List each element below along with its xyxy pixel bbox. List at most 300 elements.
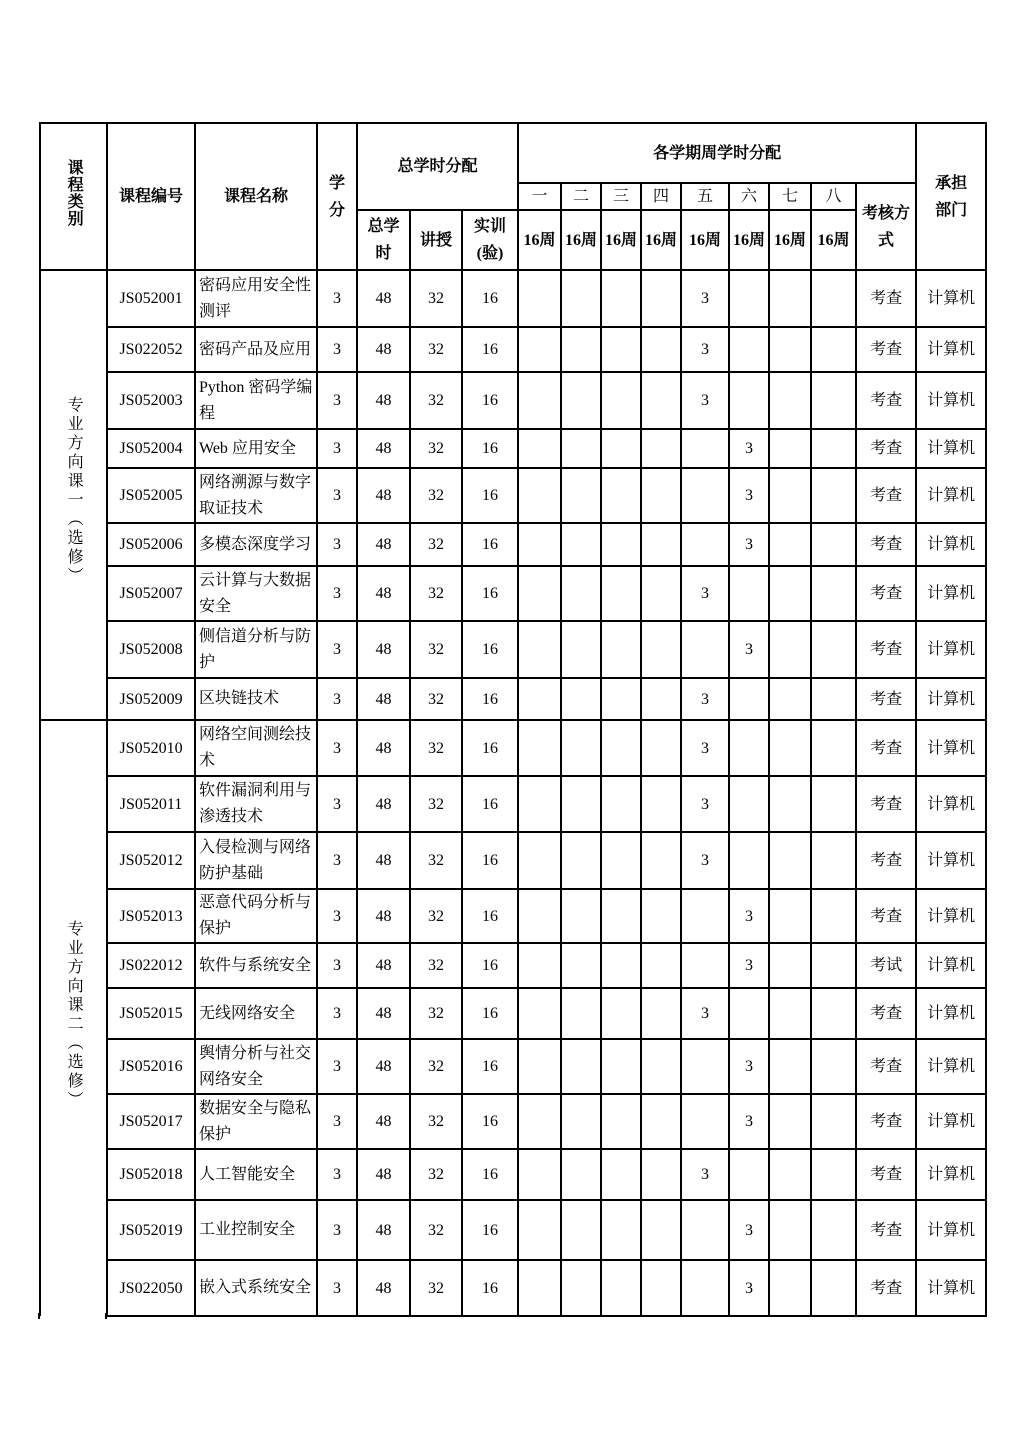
cell-practice-hours: 16: [462, 943, 518, 988]
cell-sem-7: [769, 270, 811, 327]
cell-credits: 3: [317, 327, 357, 372]
table-row: [40, 1260, 986, 1316]
cell-sem-3: [601, 372, 641, 429]
cell-sem-4: [641, 678, 681, 720]
cell-practice-hours: 16: [462, 1094, 518, 1149]
cell-department: 计算机: [916, 678, 986, 720]
cell-sem-5: 3: [681, 270, 729, 327]
cell-sem-8: [811, 566, 856, 621]
cell-total-hours: 48: [357, 943, 410, 988]
cell-sem-7: [769, 1039, 811, 1094]
cell-total-hours: 48: [357, 720, 410, 776]
table-row: [40, 429, 986, 468]
header-weeks-6: [729, 210, 769, 270]
cell-course-name: 工业控制安全: [195, 1200, 317, 1260]
table-row: [40, 889, 986, 943]
cell-practice-hours: 16: [462, 327, 518, 372]
cell-sem-2: [561, 832, 601, 889]
header-credits: [317, 123, 357, 270]
cell-sem-1: [518, 776, 561, 832]
cell-credits: 3: [317, 1094, 357, 1149]
cell-sem-6: 3: [729, 1039, 769, 1094]
course-category-label: 专业方向课二（选修）: [65, 919, 83, 1110]
weeks-label: 16周: [817, 231, 850, 249]
table-row: [40, 566, 986, 621]
cell-sem-5: 3: [681, 372, 729, 429]
cell-sem-4: [641, 1260, 681, 1316]
cell-sem-5: [681, 1260, 729, 1316]
cell-sem-5: [681, 1094, 729, 1149]
header-semester-5: 五: [681, 183, 729, 210]
cell-total-hours: 48: [357, 889, 410, 943]
table-row: [40, 776, 986, 832]
cell-sem-7: [769, 327, 811, 372]
cell-course-code: JS052009: [107, 678, 195, 720]
cell-sem-7: [769, 621, 811, 678]
cell-course-code: JS052011: [107, 776, 195, 832]
table-header: [40, 123, 986, 270]
cell-department: 计算机: [916, 1260, 986, 1316]
cell-lecture-hours: 32: [410, 429, 462, 468]
cell-course-code: JS052010: [107, 720, 195, 776]
cell-sem-5: [681, 889, 729, 943]
cell-lecture-hours: 32: [410, 720, 462, 776]
cell-sem-2: [561, 468, 601, 523]
cell-sem-3: [601, 1039, 641, 1094]
cell-department: 计算机: [916, 372, 986, 429]
cell-credits: 3: [317, 889, 357, 943]
header-semester-6: 六: [729, 183, 769, 210]
cell-department: 计算机: [916, 776, 986, 832]
cell-department: 计算机: [916, 566, 986, 621]
cell-sem-2: [561, 327, 601, 372]
cell-course-name: 嵌入式系统安全: [195, 1260, 317, 1316]
weeks-label: 16周: [774, 231, 807, 249]
cell-practice-hours: 16: [462, 468, 518, 523]
cell-lecture-hours: 32: [410, 327, 462, 372]
cell-sem-8: [811, 889, 856, 943]
cell-sem-4: [641, 1149, 681, 1200]
cell-practice-hours: 16: [462, 1260, 518, 1316]
cell-sem-6: [729, 327, 769, 372]
cell-credits: 3: [317, 678, 357, 720]
cell-credits: 3: [317, 1260, 357, 1316]
cell-sem-4: [641, 988, 681, 1039]
cell-sem-1: [518, 372, 561, 429]
cell-course-code: JS022012: [107, 943, 195, 988]
header-semester-4: 四: [641, 183, 681, 210]
header-practice-hours: [462, 210, 518, 270]
header-course-name: 课程名称: [195, 123, 317, 270]
cell-sem-6: 3: [729, 889, 769, 943]
cell-practice-hours: 16: [462, 270, 518, 327]
cell-assessment: 考查: [856, 429, 916, 468]
cell-lecture-hours: 32: [410, 943, 462, 988]
cell-sem-3: [601, 678, 641, 720]
cell-department: 计算机: [916, 1039, 986, 1094]
cell-sem-8: [811, 327, 856, 372]
cell-sem-3: [601, 1200, 641, 1260]
cell-total-hours: 48: [357, 832, 410, 889]
cell-department: 计算机: [916, 270, 986, 327]
cell-practice-hours: 16: [462, 429, 518, 468]
cell-assessment: 考查: [856, 270, 916, 327]
cell-credits: 3: [317, 1149, 357, 1200]
cell-sem-5: [681, 621, 729, 678]
cell-department: 计算机: [916, 327, 986, 372]
cell-sem-1: [518, 566, 561, 621]
cell-lecture-hours: 32: [410, 988, 462, 1039]
cell-sem-8: [811, 429, 856, 468]
cell-department: 计算机: [916, 468, 986, 523]
cell-sem-4: [641, 720, 681, 776]
cell-total-hours: 48: [357, 270, 410, 327]
table-row: [40, 468, 986, 523]
cell-sem-1: [518, 889, 561, 943]
cell-sem-5: 3: [681, 720, 729, 776]
cell-sem-2: [561, 523, 601, 566]
cell-sem-7: [769, 1200, 811, 1260]
cell-lecture-hours: 32: [410, 1200, 462, 1260]
cell-lecture-hours: 32: [410, 468, 462, 523]
cell-credits: 3: [317, 429, 357, 468]
table-row: [40, 270, 986, 327]
group-2-electives: [40, 720, 986, 1316]
cell-sem-4: [641, 1039, 681, 1094]
cell-sem-5: [681, 1039, 729, 1094]
cell-lecture-hours: 32: [410, 832, 462, 889]
cell-sem-3: [601, 468, 641, 523]
cell-sem-8: [811, 776, 856, 832]
cell-sem-8: [811, 523, 856, 566]
cell-course-name: 舆情分析与社交网络安全: [195, 1039, 317, 1094]
table-row: [40, 1200, 986, 1260]
weeks-label: 16周: [523, 231, 556, 249]
course-category-cell: [40, 270, 107, 720]
cell-department: 计算机: [916, 889, 986, 943]
cell-sem-2: [561, 678, 601, 720]
cell-assessment: 考查: [856, 1200, 916, 1260]
cell-sem-1: [518, 720, 561, 776]
header-weeks-7: [769, 210, 811, 270]
cell-sem-7: [769, 1094, 811, 1149]
group-1-electives: [40, 270, 986, 720]
cell-course-code: JS052001: [107, 270, 195, 327]
cell-course-name: 侧信道分析与防护: [195, 621, 317, 678]
cell-course-name: 软件漏洞利用与渗透技术: [195, 776, 317, 832]
cell-department: 计算机: [916, 523, 986, 566]
cell-sem-1: [518, 988, 561, 1039]
cell-course-name: 密码应用安全性测评: [195, 270, 317, 327]
cell-sem-8: [811, 468, 856, 523]
cell-department: 计算机: [916, 1094, 986, 1149]
cell-practice-hours: 16: [462, 566, 518, 621]
cell-sem-5: 3: [681, 988, 729, 1039]
cell-course-code: JS052012: [107, 832, 195, 889]
cell-sem-3: [601, 1149, 641, 1200]
cell-department: 计算机: [916, 720, 986, 776]
cell-course-name: 多模态深度学习: [195, 523, 317, 566]
cell-sem-2: [561, 889, 601, 943]
cell-course-code: JS052018: [107, 1149, 195, 1200]
cell-course-code: JS052008: [107, 621, 195, 678]
table-rule-tail-left: [38, 1313, 40, 1319]
cell-course-code: JS052016: [107, 1039, 195, 1094]
cell-sem-5: 3: [681, 678, 729, 720]
cell-sem-7: [769, 943, 811, 988]
cell-lecture-hours: 32: [410, 776, 462, 832]
cell-sem-4: [641, 1094, 681, 1149]
cell-sem-4: [641, 270, 681, 327]
cell-sem-1: [518, 621, 561, 678]
cell-department: 计算机: [916, 1149, 986, 1200]
cell-sem-7: [769, 889, 811, 943]
cell-department: 计算机: [916, 943, 986, 988]
cell-course-name: 云计算与大数据安全: [195, 566, 317, 621]
table-row: [40, 943, 986, 988]
cell-credits: 3: [317, 468, 357, 523]
cell-assessment: 考查: [856, 720, 916, 776]
cell-sem-1: [518, 1260, 561, 1316]
cell-assessment: 考查: [856, 1094, 916, 1149]
cell-total-hours: 48: [357, 1260, 410, 1316]
table-row: [40, 832, 986, 889]
cell-sem-3: [601, 327, 641, 372]
cell-department: 计算机: [916, 621, 986, 678]
header-weeks-2: [561, 210, 601, 270]
table-row: [40, 621, 986, 678]
cell-sem-6: [729, 566, 769, 621]
cell-sem-2: [561, 1149, 601, 1200]
header-course-code: 课程编号: [107, 123, 195, 270]
cell-sem-8: [811, 270, 856, 327]
cell-course-code: JS022050: [107, 1260, 195, 1316]
cell-sem-6: 3: [729, 1200, 769, 1260]
weeks-label: 16周: [565, 231, 598, 249]
header-total-hours-group: 总学时分配: [357, 123, 518, 210]
cell-sem-3: [601, 1260, 641, 1316]
cell-sem-2: [561, 621, 601, 678]
cell-sem-5: [681, 1200, 729, 1260]
cell-sem-3: [601, 832, 641, 889]
cell-sem-7: [769, 523, 811, 566]
cell-sem-8: [811, 832, 856, 889]
cell-assessment: 考查: [856, 621, 916, 678]
cell-course-name: 网络空间测绘技术: [195, 720, 317, 776]
cell-sem-6: [729, 678, 769, 720]
cell-sem-1: [518, 429, 561, 468]
header-semester-1: 一: [518, 183, 561, 210]
cell-assessment: 考试: [856, 943, 916, 988]
cell-sem-2: [561, 566, 601, 621]
header-department: [916, 123, 986, 270]
cell-sem-1: [518, 832, 561, 889]
table-row: [40, 1094, 986, 1149]
cell-sem-3: [601, 988, 641, 1039]
cell-lecture-hours: 32: [410, 1260, 462, 1316]
cell-assessment: 考查: [856, 988, 916, 1039]
cell-sem-4: [641, 832, 681, 889]
cell-practice-hours: 16: [462, 889, 518, 943]
cell-course-code: JS052004: [107, 429, 195, 468]
cell-sem-4: [641, 468, 681, 523]
header-category: [40, 123, 107, 270]
cell-sem-2: [561, 429, 601, 468]
cell-sem-3: [601, 943, 641, 988]
cell-sem-8: [811, 1149, 856, 1200]
cell-sem-4: [641, 889, 681, 943]
cell-total-hours: 48: [357, 566, 410, 621]
header-department-label: 承担部门: [935, 174, 968, 219]
cell-sem-7: [769, 1149, 811, 1200]
cell-sem-2: [561, 988, 601, 1039]
cell-sem-8: [811, 621, 856, 678]
cell-sem-2: [561, 372, 601, 429]
cell-credits: 3: [317, 566, 357, 621]
header-lecture-hours: 讲授: [410, 210, 462, 270]
cell-practice-hours: 16: [462, 523, 518, 566]
cell-sem-6: 3: [729, 468, 769, 523]
cell-total-hours: 48: [357, 468, 410, 523]
cell-sem-8: [811, 943, 856, 988]
cell-sem-1: [518, 1039, 561, 1094]
cell-sem-1: [518, 523, 561, 566]
cell-sem-2: [561, 270, 601, 327]
cell-sem-6: [729, 832, 769, 889]
cell-sem-4: [641, 776, 681, 832]
header-weeks-8: [811, 210, 856, 270]
header-semester-8: 八: [811, 183, 856, 210]
header-weeks-3: [601, 210, 641, 270]
cell-sem-1: [518, 943, 561, 988]
cell-assessment: 考查: [856, 1260, 916, 1316]
cell-sem-6: 3: [729, 621, 769, 678]
cell-lecture-hours: 32: [410, 1039, 462, 1094]
cell-sem-4: [641, 523, 681, 566]
cell-sem-8: [811, 720, 856, 776]
cell-sem-1: [518, 1149, 561, 1200]
weeks-label: 16周: [605, 231, 638, 249]
cell-lecture-hours: 32: [410, 270, 462, 327]
cell-total-hours: 48: [357, 1200, 410, 1260]
cell-lecture-hours: 32: [410, 678, 462, 720]
cell-sem-5: 3: [681, 832, 729, 889]
cell-sem-3: [601, 270, 641, 327]
cell-total-hours: 48: [357, 523, 410, 566]
cell-course-code: JS052003: [107, 372, 195, 429]
cell-sem-6: 3: [729, 429, 769, 468]
cell-practice-hours: 16: [462, 372, 518, 429]
header-semester-7: 七: [769, 183, 811, 210]
table-row: [40, 720, 986, 776]
cell-lecture-hours: 32: [410, 523, 462, 566]
cell-department: 计算机: [916, 1200, 986, 1260]
cell-sem-3: [601, 429, 641, 468]
cell-sem-2: [561, 1039, 601, 1094]
cell-practice-hours: 16: [462, 720, 518, 776]
cell-sem-8: [811, 1200, 856, 1260]
cell-credits: 3: [317, 1039, 357, 1094]
cell-lecture-hours: 32: [410, 621, 462, 678]
cell-sem-3: [601, 566, 641, 621]
cell-course-name: 区块链技术: [195, 678, 317, 720]
cell-credits: 3: [317, 621, 357, 678]
cell-credits: 3: [317, 776, 357, 832]
cell-sem-6: [729, 372, 769, 429]
cell-credits: 3: [317, 943, 357, 988]
cell-sem-2: [561, 720, 601, 776]
cell-assessment: 考查: [856, 889, 916, 943]
cell-sem-6: 3: [729, 1094, 769, 1149]
cell-sem-8: [811, 988, 856, 1039]
cell-sem-7: [769, 720, 811, 776]
cell-sem-4: [641, 566, 681, 621]
cell-sem-1: [518, 468, 561, 523]
cell-total-hours: 48: [357, 621, 410, 678]
cell-sem-6: [729, 270, 769, 327]
cell-sem-4: [641, 372, 681, 429]
header-row-1: [40, 123, 986, 183]
cell-lecture-hours: 32: [410, 372, 462, 429]
cell-course-name: Web 应用安全: [195, 429, 317, 468]
cell-sem-7: [769, 1260, 811, 1316]
cell-total-hours: 48: [357, 678, 410, 720]
cell-sem-6: [729, 720, 769, 776]
cell-course-code: JS052015: [107, 988, 195, 1039]
cell-course-code: JS052017: [107, 1094, 195, 1149]
cell-assessment: 考查: [856, 1039, 916, 1094]
cell-sem-2: [561, 1260, 601, 1316]
cell-assessment: 考查: [856, 1149, 916, 1200]
cell-sem-7: [769, 429, 811, 468]
course-category-cell: [40, 720, 107, 1316]
cell-total-hours: 48: [357, 776, 410, 832]
cell-sem-5: [681, 943, 729, 988]
cell-credits: 3: [317, 988, 357, 1039]
table-row: [40, 372, 986, 429]
cell-sem-6: [729, 988, 769, 1039]
cell-sem-6: [729, 776, 769, 832]
cell-sem-4: [641, 1200, 681, 1260]
cell-sem-7: [769, 468, 811, 523]
cell-sem-8: [811, 1039, 856, 1094]
cell-sem-7: [769, 566, 811, 621]
table-rule-tail-right: [105, 1313, 107, 1319]
cell-sem-5: [681, 468, 729, 523]
cell-sem-1: [518, 327, 561, 372]
cell-total-hours: 48: [357, 988, 410, 1039]
cell-sem-1: [518, 1094, 561, 1149]
cell-assessment: 考查: [856, 678, 916, 720]
cell-lecture-hours: 32: [410, 1094, 462, 1149]
cell-sem-2: [561, 1200, 601, 1260]
cell-course-name: 无线网络安全: [195, 988, 317, 1039]
cell-credits: 3: [317, 372, 357, 429]
header-total-hours: [357, 210, 410, 270]
cell-total-hours: 48: [357, 1149, 410, 1200]
cell-sem-7: [769, 776, 811, 832]
cell-total-hours: 48: [357, 327, 410, 372]
cell-sem-8: [811, 1094, 856, 1149]
header-credits-label: 学分: [328, 174, 345, 219]
header-category-label: 课程类别: [65, 158, 83, 227]
cell-course-code: JS052013: [107, 889, 195, 943]
cell-total-hours: 48: [357, 1039, 410, 1094]
cell-sem-5: 3: [681, 776, 729, 832]
cell-sem-6: 3: [729, 1260, 769, 1316]
cell-sem-4: [641, 327, 681, 372]
cell-course-code: JS022052: [107, 327, 195, 372]
